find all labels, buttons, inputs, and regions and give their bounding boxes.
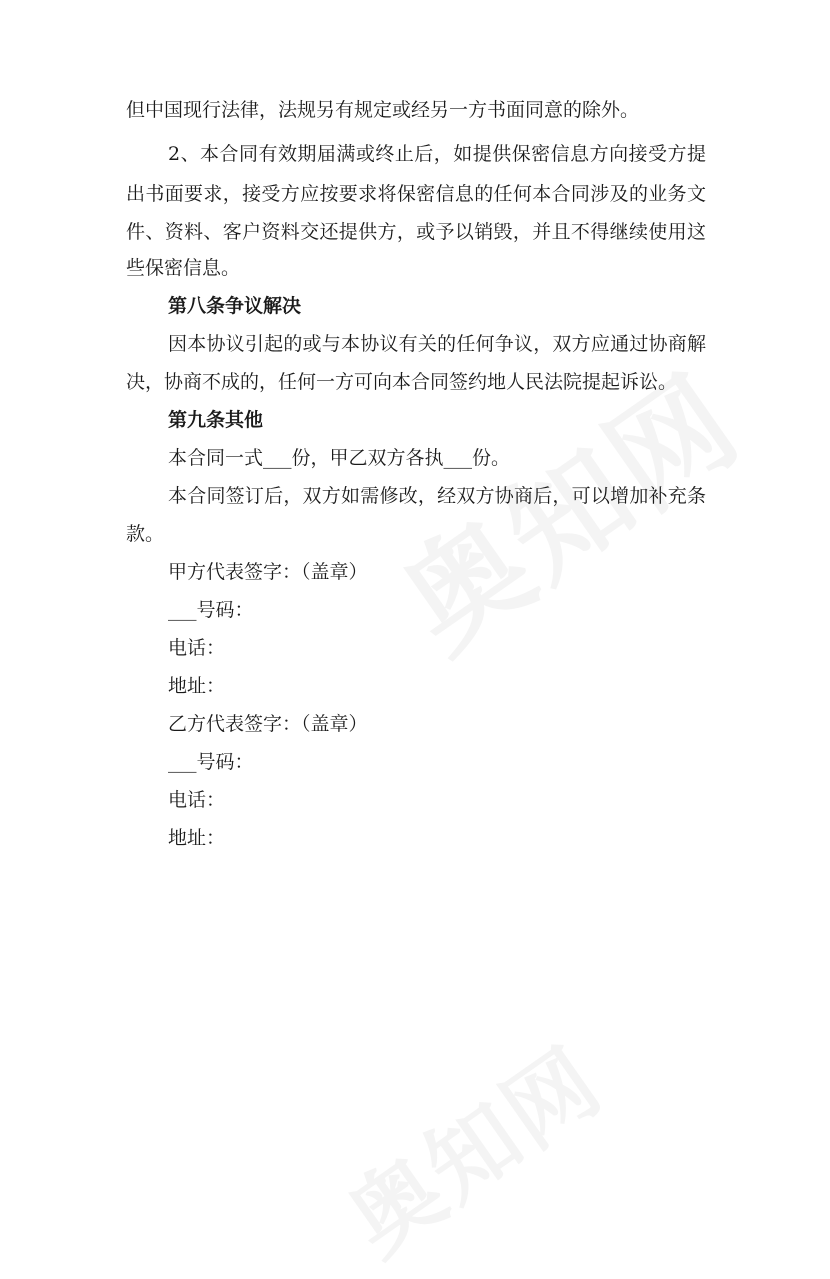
- signature-label: 甲方代表签字：（盖章）: [168, 561, 368, 583]
- paragraph-line: 2、本合同有效期届满或终止后，如提供保密信息方向接受方提: [168, 143, 706, 165]
- number-field-label: ___号码：: [168, 599, 254, 621]
- phone-field-label: 电话：: [168, 637, 226, 659]
- address-field-label: 地址：: [168, 675, 226, 697]
- signature-label: 乙方代表签字：（盖章）: [168, 713, 368, 735]
- paragraph-line: 出书面要求，接受方应按要求将保密信息的任何本合同涉及的业务文: [126, 183, 706, 205]
- paragraph-line: 些保密信息。: [126, 257, 241, 279]
- paragraph-line: 决，协商不成的，任何一方可向本合同签约地人民法院提起诉讼。: [126, 371, 678, 393]
- paragraph-line: 款。: [126, 523, 165, 545]
- paragraph-line: 本合同签订后，双方如需修改，经双方协商后，可以增加补充条: [168, 485, 706, 507]
- address-field-label: 地址：: [168, 827, 226, 849]
- paragraph-line: 但中国现行法律，法规另有规定或经另一方书面同意的除外。: [126, 99, 640, 121]
- paragraph-line: 因本协议引起的或与本协议有关的任何争议，双方应通过协商解: [168, 333, 706, 355]
- phone-field-label: 电话：: [168, 789, 226, 811]
- section-heading: 第八条争议解决: [168, 295, 302, 317]
- paragraph-line: 本合同一式___份，甲乙双方各执___份。: [168, 447, 511, 469]
- number-field-label: ___号码：: [168, 751, 254, 773]
- paragraph-line: 件、资料、客户资料交还提供方，或予以销毁，并且不得继续使用这: [126, 221, 706, 243]
- section-heading: 第九条其他: [168, 409, 264, 431]
